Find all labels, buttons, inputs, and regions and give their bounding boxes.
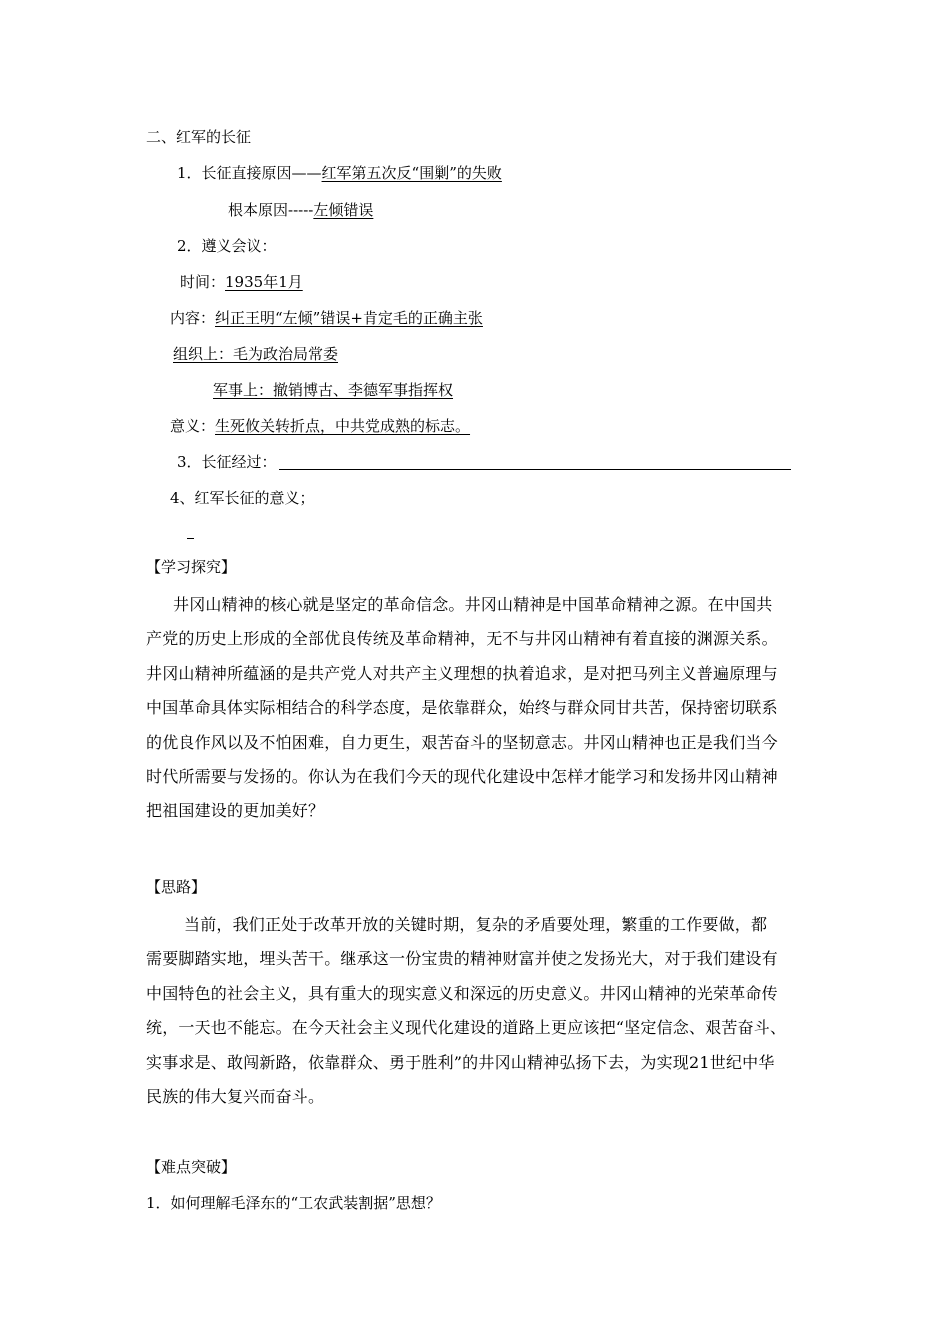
- thinking-line: 实事求是、敢闯新路，依靠群众、勇于胜利”的井冈山精神弘扬下去，为实现21世纪中华: [146, 1052, 775, 1072]
- item-3: [177, 452, 791, 472]
- organization-answer: 组织上：毛为政治局常委: [173, 345, 339, 363]
- thinking-line: 需要脚踏实地，埋头苦干。继承这一份宝贵的精神财富并使之发扬光大，对于我们建设有: [146, 949, 778, 969]
- root-cause: [228, 200, 373, 220]
- thinking-line: 当前，我们正处于改革开放的关键时期，复杂的矛盾要处理，繁重的工作要做，都: [184, 915, 768, 934]
- thinking-line: 统，一天也不能忘。在今天社会主义现代化建设的道路上更应该把“坚定信念、艰苦奋斗、: [146, 1018, 787, 1038]
- thinking-paragraph: [146, 908, 826, 1114]
- item-3-label: 3．长征经过：: [177, 453, 277, 471]
- study-line: 井冈山精神所蕴涵的是共产党人对共产主义理想的执着追求，是对把马列主义普遍原理与: [146, 663, 778, 683]
- item-2: 2．遵义会议：: [177, 237, 277, 255]
- section-heading-long-march: 二、红军的长征: [146, 128, 252, 146]
- difficulty-question-1: 1．如何理解毛泽东的“工农武装割据”思想？: [146, 1194, 441, 1212]
- item-1-label: 1．长征直接原因——: [177, 164, 322, 182]
- zunyi-content: [170, 308, 483, 328]
- zunyi-time: [180, 272, 303, 292]
- time-label: 时间：: [180, 273, 226, 291]
- zunyi-organization: [173, 344, 338, 364]
- content-answer: 纠正王明“左倾”错误+肯定毛的正确主张: [215, 309, 483, 327]
- root-cause-answer: 左倾错误: [313, 201, 374, 219]
- study-line: 中国革命具体实际相结合的科学态度，是依靠群众，始终与群众同甘共苦，保持密切联系: [146, 698, 778, 718]
- answer-blank-line: [279, 455, 791, 470]
- zunyi-military: [213, 380, 453, 400]
- content-label: 内容：: [170, 309, 216, 327]
- study-paragraph: [146, 588, 826, 829]
- item-4: 4、红军长征的意义；: [170, 489, 315, 507]
- study-heading: 【学习探究】: [146, 558, 237, 576]
- significance-label: 意义：: [170, 417, 216, 435]
- difficulty-heading: 【难点突破】: [146, 1158, 237, 1176]
- study-line: 时代所需要与发扬的。你认为在我们今天的现代化建设中怎样才能学习和发扬井冈山精神: [146, 767, 778, 787]
- thinking-line: 中国特色的社会主义，具有重大的现实意义和深远的历史意义。井冈山精神的光荣革命传: [146, 983, 778, 1003]
- item-1-answer: 红军第五次反“围剿”的失败: [321, 164, 502, 182]
- zunyi-significance: [170, 416, 470, 436]
- significance-answer: 生死攸关转折点，中共党成熟的标志。: [215, 417, 471, 435]
- answer-dash: [187, 538, 194, 539]
- thinking-line: 民族的伟大复兴而奋斗。: [146, 1087, 325, 1107]
- study-line: 把祖国建设的更加美好？: [146, 801, 325, 821]
- study-line: 产党的历史上形成的全部优良传统及革命精神，无不与井冈山精神有着直接的渊源关系。: [146, 629, 778, 649]
- study-line: 的优良作风以及不怕困难，自力更生，艰苦奋斗的坚韧意志。井冈山精神也正是我们当今: [146, 732, 778, 752]
- root-cause-label: 根本原因-----: [228, 201, 314, 219]
- thinking-heading: 【思路】: [146, 878, 207, 896]
- military-answer: 军事上：撤销博古、李德军事指挥权: [213, 381, 454, 399]
- time-answer: 1935年1月: [225, 273, 303, 291]
- item-1: [177, 163, 502, 183]
- study-line: 井冈山精神的核心就是坚定的革命信念。井冈山精神是中国革命精神之源。在中国共: [173, 595, 773, 614]
